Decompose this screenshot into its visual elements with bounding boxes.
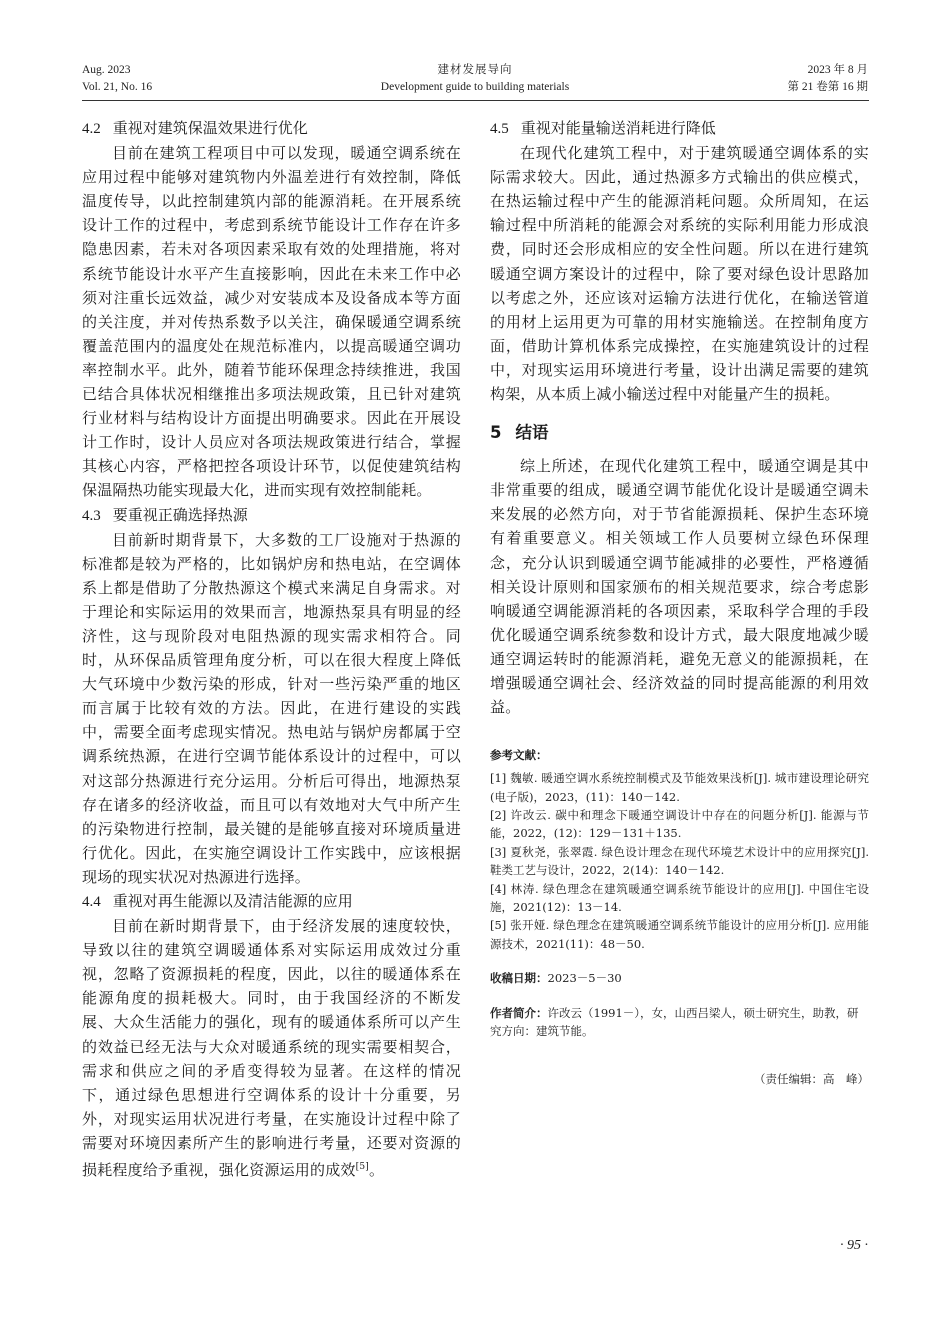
section-4-2-body: 目前在建筑工程项目中可以发现，暖通空调系统在应用过程中能够对建筑物内外温差进行有效控制，降低温度传导，以此控制建筑内部的能源消耗。在开展系统设计工作的过程中，考虑到系统节能设计工作存在许多隐患因素，若未对各项因素采取有效的处理措施，将对系统节能设计水平产生直接影响，因此在未来工作中必须对注重长远效益，减少对安装成本及设备成本等方面的关注度，并对传热系数予以关注，确保暖通空调系统覆盖范围内的温度处在规范标准内，以提高暖通空调功率控制水平。此外，随着节能环保理念持续推进，我国已结合具体状况相继推出多项法规政策，且已针对建筑行业材料与结构设计方面提出明确要求。因此在开展设计工作时，设计人员应对各项法规政策进行结合，掌握其核心内容，严格把控各项设计环节，以促使建筑结构保温隔热功能实现最大化，进而实现有效控制能耗。 bbox=[82, 144, 461, 500]
section-4-4-heading bbox=[82, 889, 461, 914]
section-title: 要重视正确选择热源 bbox=[112, 505, 248, 524]
header-volume-cn: 第 21 卷第 16 期 bbox=[787, 81, 868, 93]
section-4-5-body: 在现代化建筑工程中，对于建筑暖通空调体系的实际需求较大。因此，通过热源多方式输出的供应模式，在热运输过程中产生的能源消耗问题。众所周知，在运输过程中所消耗的能源会对系统的实际利用能力形成浪费，同时还会形成相应的安全性问题。所以在进行建筑暖通空调方案设计的过程中，除了要对绿色设计思路加以考虑之外，还应该对运输方法进行优化，在输送管道的用材上运用更为可靠的用材实施输送。在控制角度方面，借助计算机体系完成操控，在实施建筑设计的过程中，对现实运用环境进行考量，设计出满足需要的建筑构架，从本质上减小输送过程中对能量产生的损耗。 bbox=[490, 144, 869, 404]
references-heading: 参考文献： bbox=[490, 748, 548, 763]
section-number: 4.5 bbox=[490, 121, 509, 137]
reference-2: [2] 许改云. 碳中和理念下暖通空调设计中存在的问题分析[J]. 能源与节能，2022，(12)：129－131＋135. bbox=[490, 807, 869, 841]
section-title: 结语 bbox=[515, 423, 549, 443]
header-volume-en: Vol. 21, No. 16 bbox=[82, 81, 153, 93]
section-number: 4.3 bbox=[82, 507, 101, 524]
section-title: 重视对能量输送消耗进行降低 bbox=[520, 119, 716, 137]
section-4-2-heading bbox=[82, 116, 461, 141]
section-4-3-body: 目前新时期背景下，大多数的工厂设施对于热源的标准都是较为严格的，比如锅炉房和热电站，在空调体系上都是借助了分散热源这个模式来满足自身需求。对于理论和实际运用的效果而言，地源热泵具有明显的经济性，这与现阶段对电阻热源的现实需求相符合。同时，从环保品质管理角度分析，可以在很大程度上降低大气环境中少数污染的形成，针对一些污染严重的地区而言属于比较有效的方法。因此，在进行建设的实践中，需要全面考虑现实情况。热电站与锅炉房都属于空调系统热源，在进行空调节能体系设计的过程中，可以对这部分热源进行充分运用。分析后可得出，地源热泵存在诸多的经济收益，而且可以有效地对大气中所产生的污染物进行控制，最关键的是能够直接对环境质量进行优化。因此，在实施空调设计工作实践中，应该根据现场的现实状况对热源进行选择。 bbox=[82, 530, 461, 886]
section-number: 4.4 bbox=[82, 894, 101, 910]
section-title: 重视对再生能源以及清洁能源的应用 bbox=[112, 892, 353, 910]
received-date bbox=[490, 969, 869, 987]
section-4-4-body bbox=[82, 914, 461, 1182]
section-number: 4.2 bbox=[82, 121, 101, 137]
header-right bbox=[788, 62, 869, 96]
section-4-4-text: 目前在新时期背景下，由于经济发展的速度较快，导致以往的建筑空调暖通体系对实际运用成效过分重视，忽略了资源损耗的程度，因此，以往的暖通体系在能源角度的损耗极大。同时，由于我国经济的不断发展、大众生活能力的强化，现有的暖通体系所可以产生的效益已经无法与大众对暖通系统的现实需要相契合，需求和供应之间的矛盾变得较为显著。在这样的情况下，通过绿色思想进行空调体系的设计十分重要，另外，对现实运用状况进行考量，在实施设计过程中除了需要对环境因素所产生的影响进行考量，还要对资源的损耗程度给予重视，强化资源运用的成效 bbox=[82, 917, 461, 1180]
citation-5: [5] bbox=[355, 1162, 369, 1173]
right-column bbox=[490, 116, 869, 1088]
conclusion-body: 综上所述，在现代化建筑工程中，暖通空调是其中非常重要的组成，暖通空调节能优化设计是暖通空调未来发展的必然方向，对于节省能源损耗、保护生态环境有着重要意义。相关领域工作人员要树立绿色环保理念，充分认识到暖通空调节能减排的必要性，严格遵循相关设计原则和国家颁布的相关规范要求，综合考虑影响暖通空调能源消耗的各项因素，采取科学合理的手段优化暖通空调系统参数和设计方式，最大限度地减少暖通空调运转时的能源消耗，避免无意义的能源损耗，在增强暖通空调社会、经济效益的同时提高能源的利用效益。 bbox=[490, 457, 869, 717]
header-rule bbox=[82, 100, 869, 101]
sentence-end: 。 bbox=[368, 1161, 385, 1180]
responsible-editor: （责任编辑：高 峰） bbox=[754, 1072, 869, 1087]
journal-title-en: Development guide to building materials bbox=[380, 81, 570, 93]
left-column bbox=[82, 116, 461, 1182]
section-4-3-heading bbox=[82, 503, 461, 528]
header-date-en: Aug. 2023 bbox=[82, 64, 131, 76]
section-number: 5 bbox=[490, 423, 502, 443]
author-value: 许改云（1991－），女，山西吕梁人，硕士研究生，助教，研究方向：建筑节能。 bbox=[490, 1005, 859, 1039]
author-bio bbox=[490, 1004, 869, 1041]
journal-title-cn: 建材发展导向 bbox=[437, 64, 513, 76]
received-label: 收稿日期： bbox=[490, 971, 548, 986]
received-value: 2023－5－30 bbox=[547, 971, 622, 986]
header-date-cn: 2023 年 8 月 bbox=[807, 64, 868, 76]
section-title: 重视对建筑保温效果进行优化 bbox=[112, 119, 308, 137]
reference-1: [1] 魏敏. 暖通空调水系统控制模式及节能效果浅析[J]. 城市建设理论研究(电子版)，2023，(11)：140－142. bbox=[490, 771, 869, 804]
reference-5: [5] 张开娅. 绿色理念在建筑暖通空调系统节能设计的应用分析[J]. 应用能源技术，2021(11)：48－50. bbox=[490, 918, 869, 951]
conclusion-heading bbox=[490, 420, 869, 446]
author-label: 作者简介： bbox=[490, 1005, 548, 1020]
reference-4: [4] 林涛. 绿色理念在建筑暖通空调系统节能设计的应用[J]. 中国住宅设施，2021(12)：13－14. bbox=[490, 881, 869, 914]
page-number: · 95 · bbox=[840, 1238, 868, 1253]
reference-3: [3] 夏秋尧，张翠霞. 绿色设计理念在现代环境艺术设计中的应用探究[J]. 鞋类工艺与设计，2022，2(14)：140－142. bbox=[490, 844, 869, 878]
section-4-5-heading bbox=[490, 116, 869, 141]
